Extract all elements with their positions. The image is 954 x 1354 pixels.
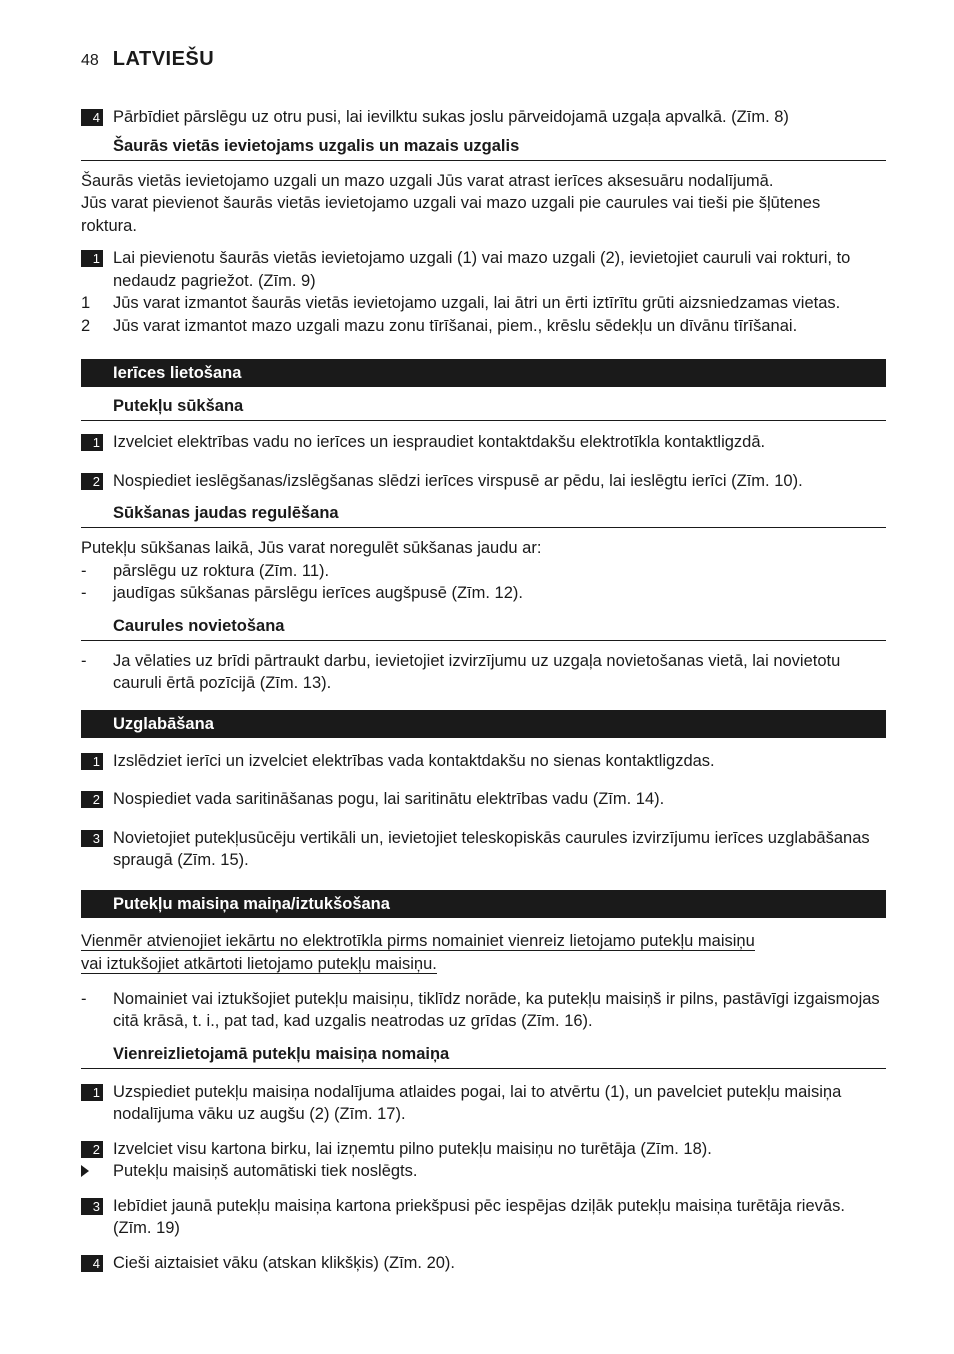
- list-text: pārslēgu uz roktura (Zīm. 11).: [113, 561, 330, 580]
- list-text: Ja vēlaties uz brīdi pārtraukt darbu, ievietojiet izvirzījumu uz uzgaļa novietošanas vietā, lai novietotu cauruli ērtā pozīcijā (Zīm. 13).: [113, 651, 841, 692]
- step-item: [81, 827, 886, 872]
- numbered-list: [81, 292, 886, 337]
- step-item: [81, 1195, 886, 1240]
- step-number: 3: [81, 1198, 103, 1215]
- step-item: [81, 470, 886, 493]
- warning-text: [81, 930, 886, 976]
- list-marker: -: [81, 989, 87, 1008]
- result-text: Putekļu maisiņš automātiski tiek noslēgts.: [113, 1162, 418, 1180]
- bullet-list: [81, 560, 886, 605]
- page-header: [81, 48, 214, 74]
- step-text: Nospiediet ieslēgšanas/izslēgšanas slēdzi ierīces virspusē ar pēdu, lai ieslēgtu ierīci (Zīm. 10).: [113, 471, 803, 490]
- list-marker: 1: [81, 294, 91, 312]
- subheading-tube-parking: Caurules novietošana: [81, 615, 886, 641]
- list-marker: -: [81, 584, 87, 602]
- list-text: Nomainiet vai iztukšojiet putekļu maisiņu, tiklīdz norāde, ka putekļu maisiņš ir pilns, pastāvīgi izgaismojas citā krāsā, t. i., pat tad, kad uzgalis neatrodas uz grīdas (Zīm. 16).: [113, 989, 880, 1030]
- step-text: Uzspiediet putekļu maisiņa nodalījuma atlaides pogai, lai to atvērtu (1), un pavelciet putekļu maisiņa nodalījuma vāku uz augšu (2) (Zīm. 17).: [113, 1082, 842, 1123]
- step-item: [81, 106, 886, 129]
- step-number: 4: [81, 1255, 103, 1272]
- step-item: [81, 247, 886, 292]
- warning-line: Vienmēr atvienojiet iekārtu no elektrotīkla pirms nomainiet vienreiz lietojamo putekļu maisiņu: [81, 931, 755, 950]
- result-item: [81, 1160, 886, 1183]
- list-item: [81, 292, 886, 315]
- result-arrow-icon: [81, 1165, 89, 1177]
- step-text: Cieši aiztaisiet vāku (atskan klikšķis) (Zīm. 20).: [113, 1253, 455, 1272]
- list-item: [81, 582, 886, 605]
- list-marker: 2: [81, 316, 91, 335]
- warning-line: vai iztukšojiet atkārtoti lietojamo putekļu maisiņu.: [81, 954, 437, 973]
- bullet-list: [81, 650, 886, 695]
- paragraph-narrow-nozzle: [81, 170, 886, 238]
- step-item: [81, 1252, 886, 1275]
- step-text: Lai pievienotu šaurās vietās ievietojamo uzgali (1) vai mazo uzgali (2), ievietojiet cauruli vai rokturi, to nedaudz pagriežot. (Zīm. 9): [113, 249, 851, 290]
- step-number: 1: [81, 753, 103, 770]
- section-heading-bag: Putekļu maisiņa maiņa/iztukšošana: [81, 890, 886, 918]
- list-item: [81, 315, 886, 338]
- step-text: Novietojiet putekļusūcēju vertikāli un, ievietojiet teleskopiskās caurules izvirzījumu ierīces uzglabāšanas spraugā (Zīm. 15).: [113, 828, 870, 869]
- bullet-list: [81, 988, 886, 1033]
- list-text: jaudīgas sūkšanas pārslēgu ierīces augšpusē (Zīm. 12).: [113, 584, 523, 602]
- list-text: Jūs varat izmantot mazo uzgali mazu zonu tīrīšanai, piem., krēslu sēdekļu un dīvānu tīrīšanai.: [113, 316, 798, 335]
- section-heading-storage: Uzglabāšana: [81, 710, 886, 738]
- language-title: LATVIEŠU: [112, 48, 215, 70]
- step-number: 2: [81, 1141, 103, 1158]
- step-item: [81, 1081, 886, 1126]
- step-number: 1: [81, 1084, 103, 1101]
- step-number: 4: [81, 109, 103, 126]
- paragraph-line: roktura.: [81, 216, 137, 235]
- step-item: [81, 788, 886, 811]
- subheading-vacuuming: Putekļu sūkšana: [81, 395, 886, 421]
- step-text: Izvelciet visu kartona birku, lai izņemtu pilno putekļu maisiņu no turētāja (Zīm. 18).: [113, 1139, 712, 1158]
- step-text: Izvelciet elektrības vadu no ierīces un iespraudiet kontaktdakšu elektrotīkla kontaktligzdā.: [113, 433, 766, 451]
- step-item: [81, 1138, 886, 1161]
- paragraph-suction-power: Putekļu sūkšanas laikā, Jūs varat noregulēt sūkšanas jaudu ar:: [81, 539, 542, 557]
- list-marker: -: [81, 651, 87, 670]
- step-text: Izslēdziet ierīci un izvelciet elektrības vada kontaktdakšu no sienas kontaktligzdas.: [113, 751, 715, 770]
- paragraph-line: Šaurās vietās ievietojamo uzgali un mazo uzgali Jūs varat atrast ierīces aksesuāru nodalījumā.: [81, 171, 774, 190]
- step-number: 1: [81, 250, 103, 267]
- step-item: [81, 431, 886, 454]
- subheading-narrow-nozzle: Šaurās vietās ievietojams uzgalis un mazais uzgalis: [81, 135, 886, 161]
- list-text: Jūs varat izmantot šaurās vietās ievietojamo uzgali, lai ātri un ērti iztīrītu grūti aizsniedzamas vietas.: [113, 294, 841, 312]
- step-text: Iebīdiet jaunā putekļu maisiņa kartona priekšpusi pēc iespējas dziļāk putekļu maisiņa turētāja rievās. (Zīm. 19): [113, 1196, 845, 1237]
- page-number: 48: [81, 52, 99, 69]
- subheading-disposable-bag: Vienreizlietojamā putekļu maisiņa nomaiņa: [81, 1043, 886, 1069]
- step-number: 3: [81, 830, 103, 847]
- step-text: Pārbīdiet pārslēgu uz otru pusi, lai ievilktu sukas joslu pārveidojamā uzgaļa apvalkā. (Zīm. 8): [113, 108, 789, 126]
- step-number: 2: [81, 791, 103, 808]
- step-number: 2: [81, 473, 103, 490]
- step-number: 1: [81, 434, 103, 451]
- list-item: [81, 988, 886, 1033]
- page-content: [81, 106, 886, 1290]
- section-heading-use: Ierīces lietošana: [81, 359, 886, 387]
- list-marker: -: [81, 561, 87, 580]
- list-item: [81, 560, 886, 583]
- step-item: [81, 750, 886, 773]
- list-item: [81, 650, 886, 695]
- subheading-suction-power: Sūkšanas jaudas regulēšana: [81, 502, 886, 528]
- paragraph-line: Jūs varat pievienot šaurās vietās ievietojamo uzgali vai mazo uzgali pie caurules vai tieši pie šļūtenes: [81, 194, 821, 212]
- step-text: Nospiediet vada saritināšanas pogu, lai saritinātu elektrības vadu (Zīm. 14).: [113, 790, 665, 808]
